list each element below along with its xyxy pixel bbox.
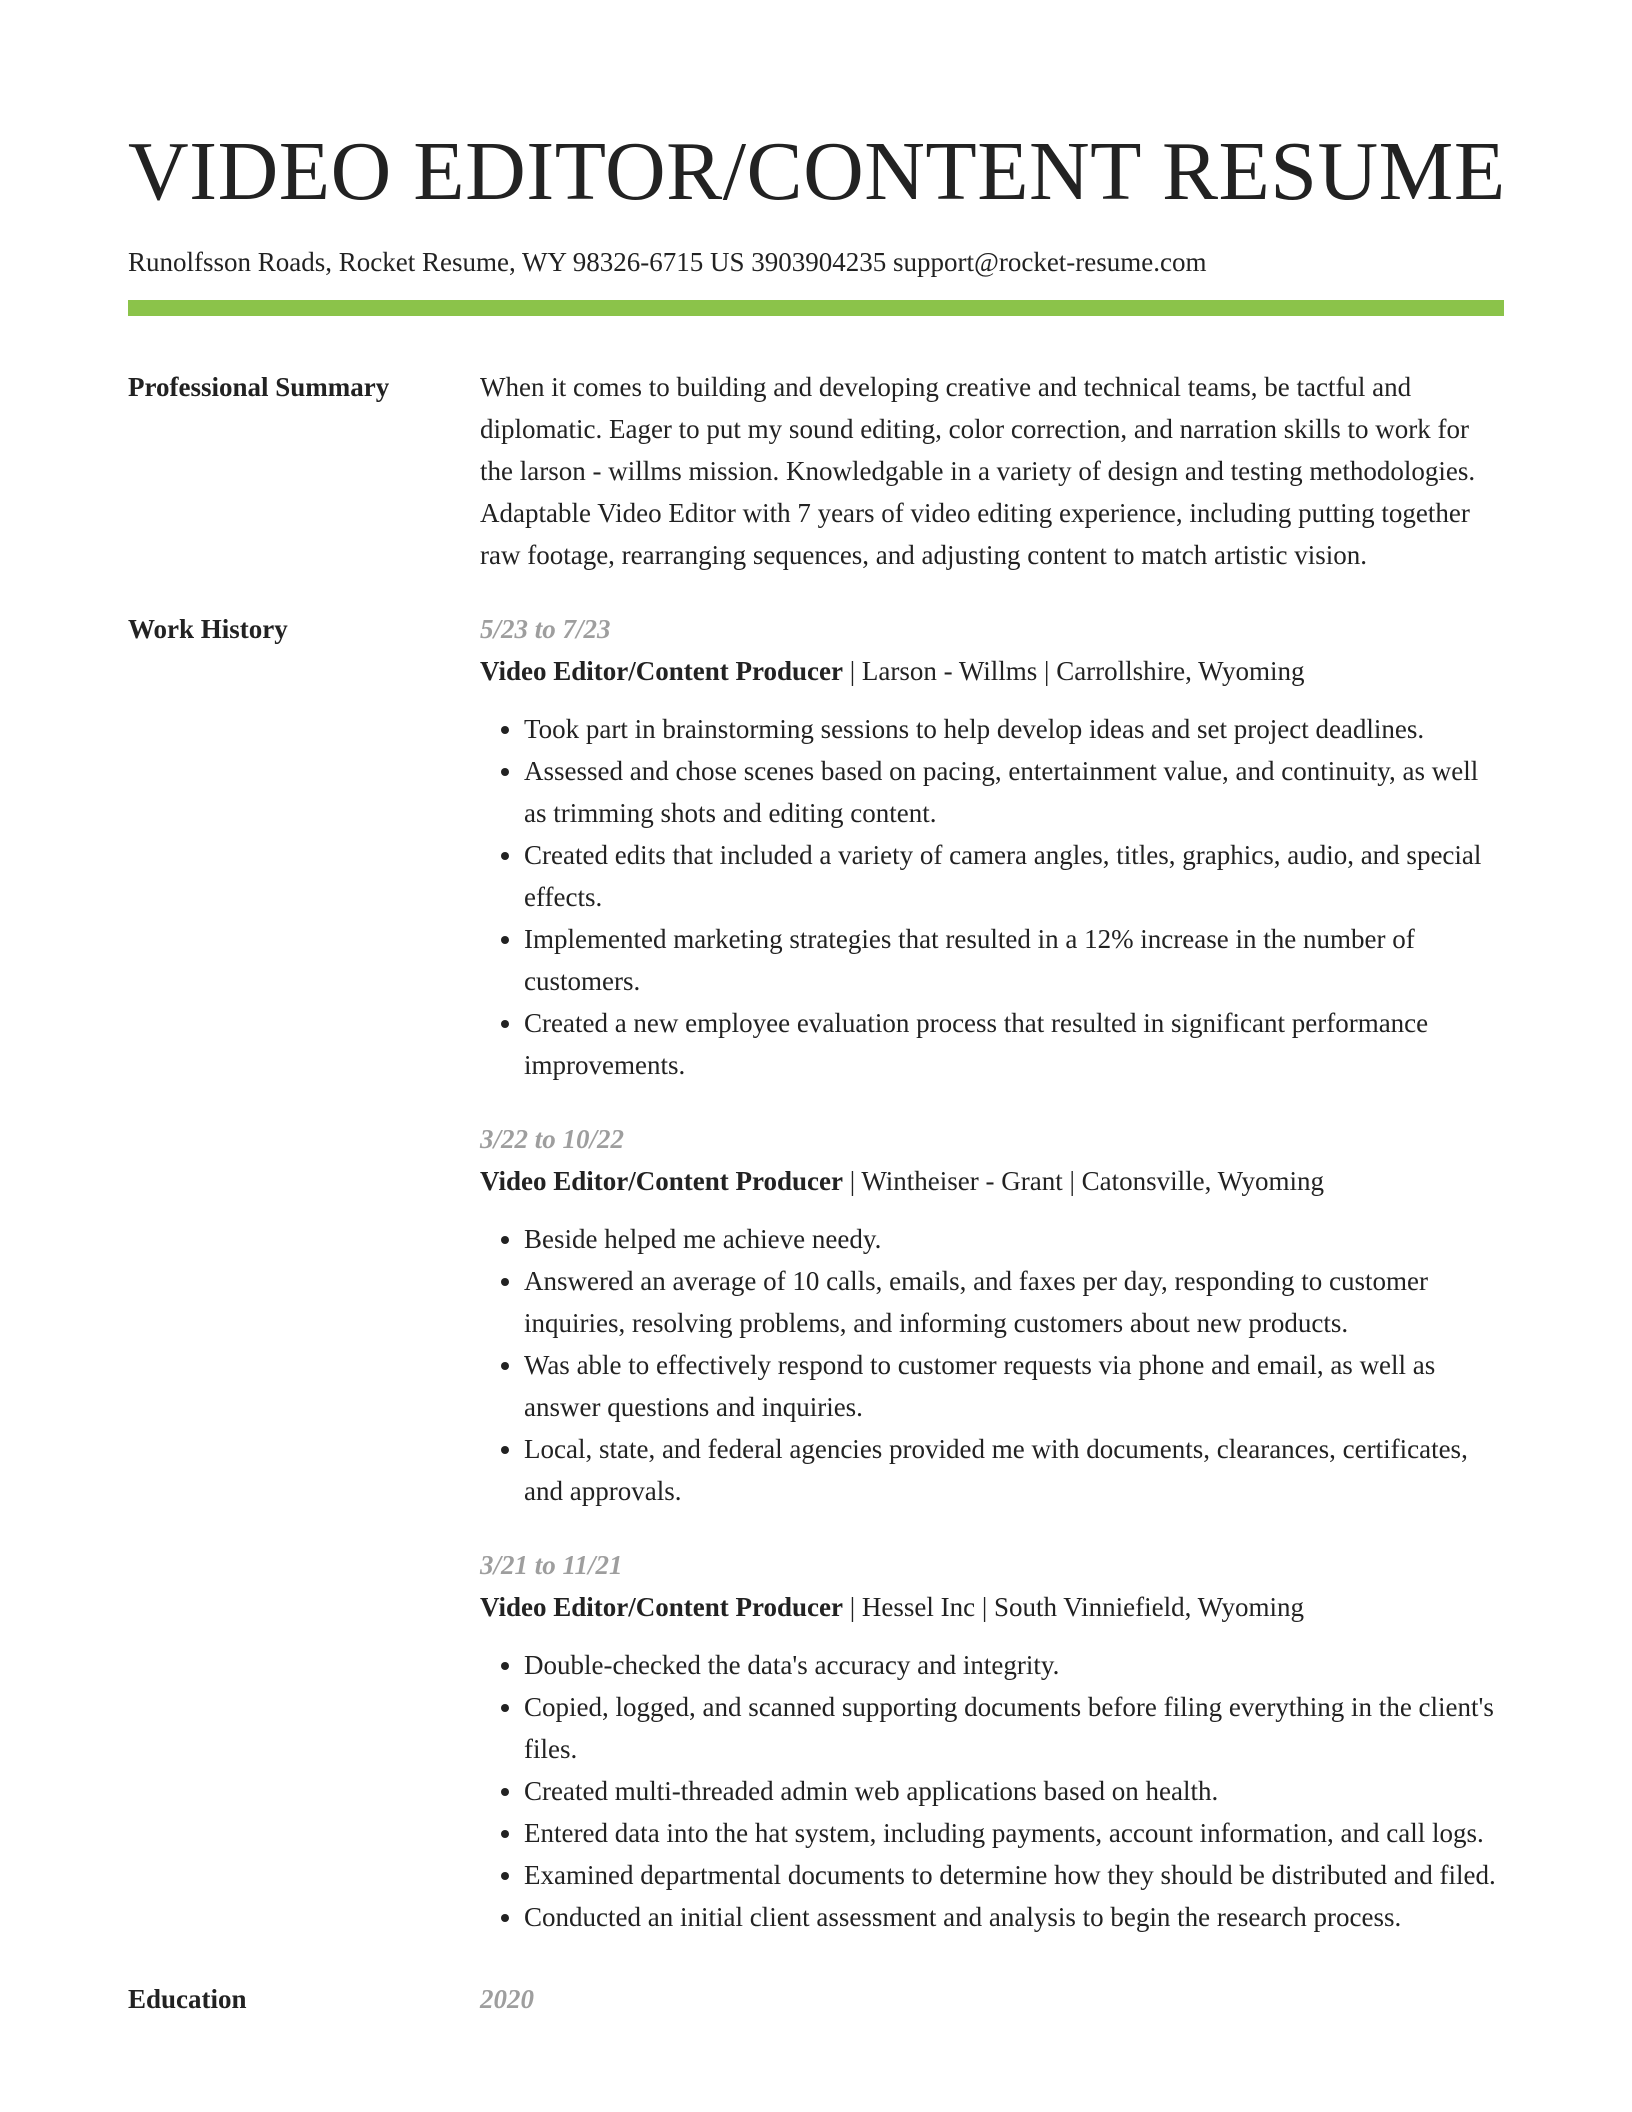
job-bullet: • Created a new employee evaluation process that resulted in significant performance improvements. bbox=[524, 1002, 1504, 1086]
summary-text: When it comes to building and developing creative and technical teams, be tactful and diplomatic. Eager to put my sound editing, color correction, and narration skills to work for the larson - willms mission. Knowledgable in a variety of design and testing methodologies. Adaptable Video Editor with 7 years of video editing experience, including putting together raw footage, rearranging sequences, and adjusting content to match artistic vision. bbox=[480, 372, 1476, 570]
job-bullet: • Was able to effectively respond to customer requests via phone and email, as well as answer questions and inquiries. bbox=[524, 1344, 1504, 1428]
job-bullets bbox=[480, 708, 1504, 1086]
job-bullet: • Examined departmental documents to determine how they should be distributed and filed. bbox=[524, 1854, 1504, 1896]
section-label-professional-summary: Professional Summary bbox=[128, 372, 390, 402]
job-details: | Hessel Inc | South Vinniefield, Wyoming bbox=[842, 1592, 1305, 1622]
job-entry bbox=[480, 608, 1504, 1086]
job-bullet: • Created edits that included a variety of camera angles, titles, graphics, audio, and special effects. bbox=[524, 834, 1504, 918]
job-entry bbox=[480, 1118, 1504, 1512]
job-title: Video Editor/Content Producer bbox=[480, 1166, 843, 1196]
job-bullet: • Local, state, and federal agencies provided me with documents, clearances, certificates, and approvals. bbox=[524, 1428, 1504, 1512]
section-label-work-history: Work History bbox=[128, 614, 288, 644]
job-bullet: • Answered an average of 10 calls, emails, and faxes per day, responding to customer inquiries, resolving problems, and informing customers about new products. bbox=[524, 1260, 1504, 1344]
education-year: 2020 bbox=[480, 1984, 534, 2014]
education-list bbox=[480, 1978, 1504, 2020]
job-bullet: • Entered data into the hat system, including payments, account information, and call logs. bbox=[524, 1812, 1504, 1854]
accent-divider bbox=[128, 300, 1504, 316]
job-bullet: • Conducted an initial client assessment and analysis to begin the research process. bbox=[524, 1896, 1504, 1938]
job-bullet: • Assessed and chose scenes based on pacing, entertainment value, and continuity, as well as trimming shots and editing content. bbox=[524, 750, 1504, 834]
job-bullet: • Implemented marketing strategies that resulted in a 12% increase in the number of customers. bbox=[524, 918, 1504, 1002]
contact-line: Runolfsson Roads, Rocket Resume, WY 98326-6715 US 3903904235 support@rocket-resume.com bbox=[128, 247, 1207, 277]
professional-summary-section bbox=[128, 366, 1504, 576]
job-bullet: • Created multi-threaded admin web applications based on health. bbox=[524, 1770, 1504, 1812]
job-bullets bbox=[480, 1218, 1504, 1512]
job-entry bbox=[480, 1544, 1504, 1938]
job-bullets bbox=[480, 1644, 1504, 1938]
job-bullet: • Took part in brainstorming sessions to help develop ideas and set project deadlines. bbox=[524, 708, 1504, 750]
work-history-list bbox=[480, 608, 1504, 1938]
work-history-section bbox=[128, 608, 1504, 1938]
resume-title: VIDEO EDITOR/CONTENT RESUME bbox=[128, 125, 1506, 218]
job-heading bbox=[480, 1160, 1504, 1202]
job-title: Video Editor/Content Producer bbox=[480, 1592, 843, 1622]
job-bullet: • Copied, logged, and scanned supporting documents before filing everything in the client's files. bbox=[524, 1686, 1504, 1770]
job-details: | Larson - Willms | Carrollshire, Wyoming bbox=[842, 656, 1305, 686]
section-label-education: Education bbox=[128, 1984, 247, 2014]
job-heading bbox=[480, 1586, 1504, 1628]
job-dates: 3/21 to 11/21 bbox=[480, 1550, 623, 1580]
job-bullet: • Beside helped me achieve needy. bbox=[524, 1218, 1504, 1260]
job-heading bbox=[480, 650, 1504, 692]
job-dates: 5/23 to 7/23 bbox=[480, 614, 611, 644]
job-dates: 3/22 to 10/22 bbox=[480, 1124, 625, 1154]
job-title: Video Editor/Content Producer bbox=[480, 656, 843, 686]
education-section bbox=[128, 1978, 1504, 2020]
job-details: | Wintheiser - Grant | Catonsville, Wyoming bbox=[842, 1166, 1325, 1196]
job-bullet: • Double-checked the data's accuracy and integrity. bbox=[524, 1644, 1504, 1686]
